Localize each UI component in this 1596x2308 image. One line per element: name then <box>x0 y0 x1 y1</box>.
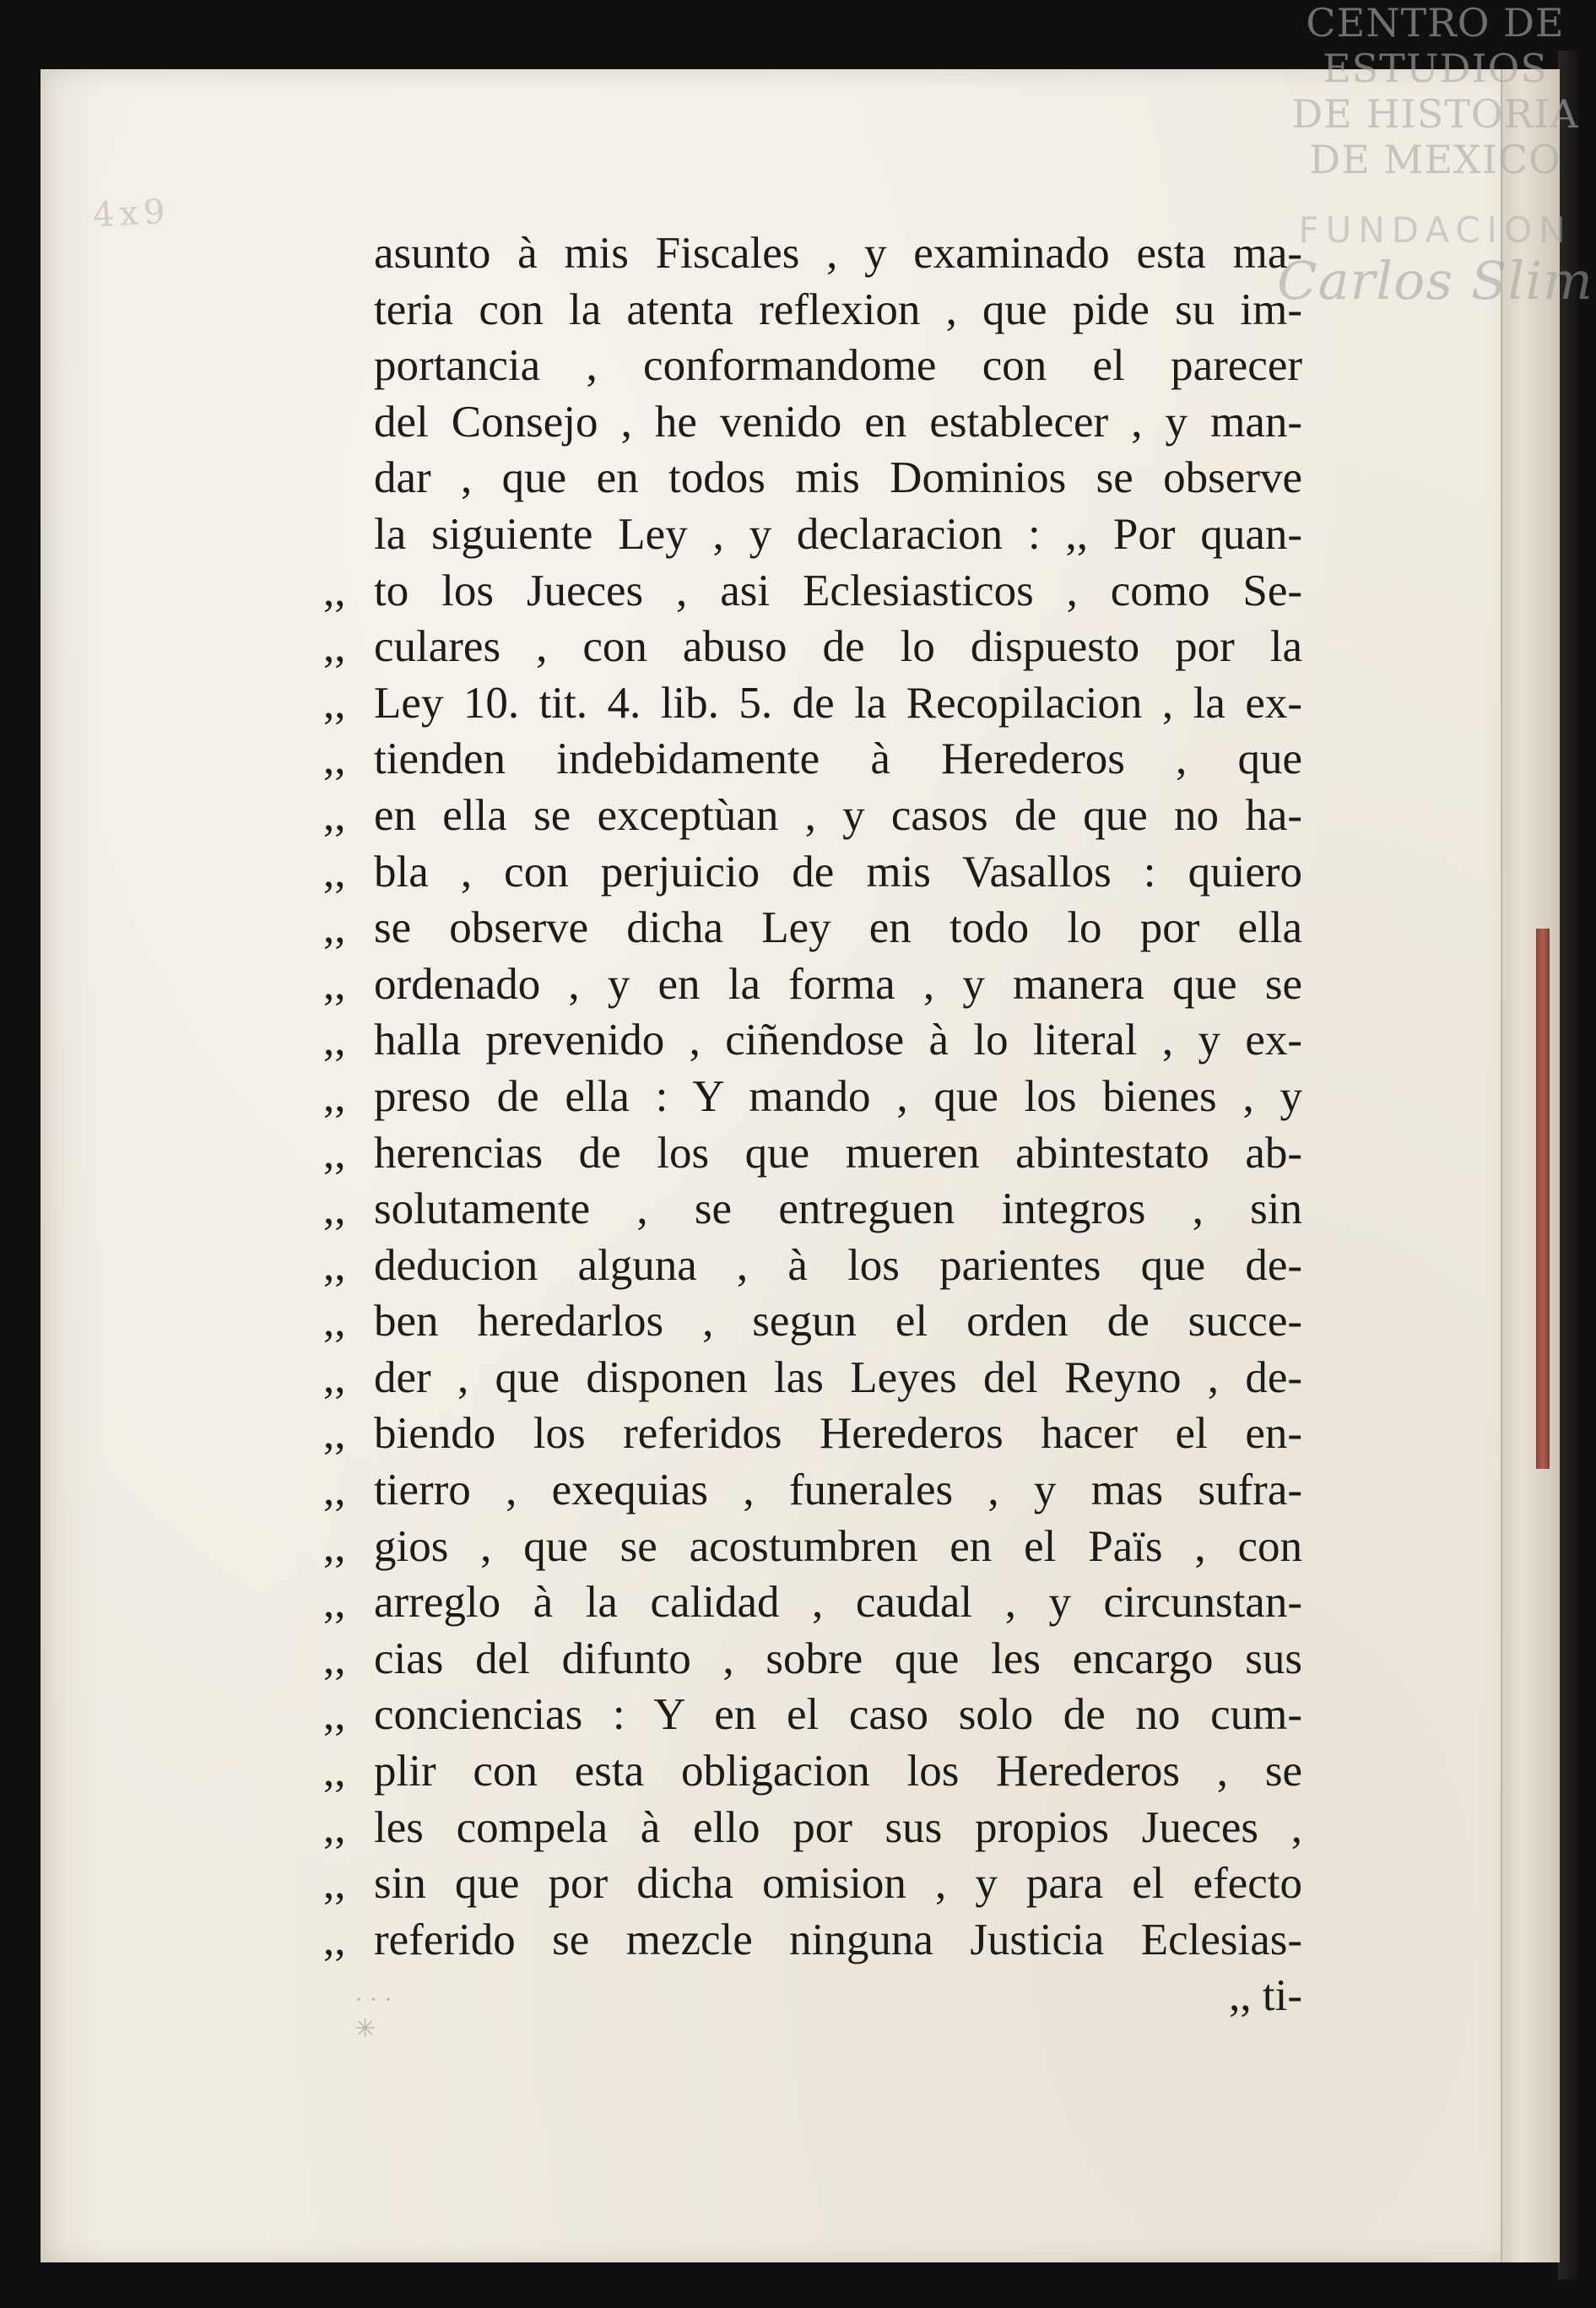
watermark-line-4: DE MEXICO <box>1309 137 1561 182</box>
text-line <box>323 228 1302 284</box>
line-text: asunto à mis Fiscales , y examinado esta ma- <box>374 229 1302 278</box>
quote-mark: ,, <box>323 678 346 728</box>
text-line <box>323 621 1302 678</box>
back-page-edge <box>1558 51 1578 2279</box>
quote-mark: ,, <box>323 1128 346 1178</box>
line-text: ordenado , y en la forma , y manera que se <box>374 959 1302 1009</box>
line-text: to los Jueces , asi Eclesiasticos , como Se- <box>374 566 1302 615</box>
line-text: bla , con perjuicio de mis Vasallos : quiero <box>374 847 1302 897</box>
quote-mark: ,, <box>323 1633 346 1683</box>
text-line <box>323 509 1302 566</box>
line-text: herencias de los que mueren abintestato ab- <box>374 1128 1302 1178</box>
watermark-line-3: DE HISTORIA <box>1291 91 1579 137</box>
watermark-line-2: ESTUDIOS <box>1323 46 1548 91</box>
quote-mark: ,, <box>323 847 346 897</box>
quote-mark: ,, <box>323 622 346 672</box>
text-line <box>323 1689 1302 1746</box>
text-line <box>323 1802 1302 1859</box>
quote-mark: ,, <box>323 1016 346 1065</box>
line-text: gios , que se acostumbren en el Païs , con <box>374 1521 1302 1571</box>
text-line <box>323 959 1302 1016</box>
quote-mark: ,, <box>323 1466 346 1515</box>
quote-mark: ,, <box>323 1409 346 1459</box>
watermark-signature: Carlos Slim <box>1277 250 1593 312</box>
text-line <box>323 790 1302 847</box>
red-binding-tab <box>1536 929 1550 1469</box>
line-text: solutamente , se entreguen integros , sin <box>374 1184 1302 1234</box>
quote-mark: ,, <box>323 1352 346 1402</box>
text-line <box>323 397 1302 453</box>
text-line <box>323 340 1302 397</box>
underlying-page-strip <box>1501 69 1560 2262</box>
text-line <box>323 1184 1302 1240</box>
line-text: sin que por dicha omision , y para el efecto <box>374 1859 1302 1909</box>
text-line <box>323 1465 1302 1521</box>
text-line <box>323 1071 1302 1128</box>
line-text: halla prevenido , ciñendose à lo literal , y ex- <box>374 1016 1302 1065</box>
line-text: tierro , exequias , funerales , y mas sufra- <box>374 1466 1302 1515</box>
text-line <box>323 847 1302 903</box>
body-text <box>323 228 1302 2027</box>
line-text: conciencias : Y en el caso solo de no cum- <box>374 1690 1302 1740</box>
line-text: dar , que en todos mis Dominios se observe <box>374 453 1302 503</box>
faint-mark-left: · · · <box>354 1986 392 2013</box>
line-text: cias del difunto , sobre que les encargo sus <box>374 1633 1302 1683</box>
line-text: del Consejo , he venido en establecer , y man- <box>374 397 1302 447</box>
text-line <box>323 734 1302 790</box>
quote-mark: ,, <box>323 734 346 784</box>
text-line <box>323 1240 1302 1297</box>
line-text: tienden indebidamente à Herederos , que <box>374 734 1302 784</box>
text-line <box>323 1521 1302 1578</box>
quote-mark: ,, <box>323 1802 346 1852</box>
footer-marks <box>354 1986 945 2044</box>
text-line <box>323 1015 1302 1071</box>
line-text: en ella se exceptùan , y casos de que no ha- <box>374 790 1302 840</box>
line-text: la siguiente Ley , y declaracion : ,, Por quan- <box>374 509 1302 559</box>
text-line <box>323 452 1302 509</box>
text-line <box>323 1408 1302 1465</box>
quote-mark: ,, <box>323 566 346 615</box>
text-line <box>323 902 1302 959</box>
watermark-line-1: CENTRO DE <box>1306 0 1565 46</box>
line-text: culares , con abuso de lo dispuesto por la <box>374 622 1302 672</box>
catchword: ,, ti- <box>1229 1971 1302 2021</box>
line-text: Ley 10. tit. 4. lib. 5. de la Recopilacion , la ex- <box>374 678 1302 728</box>
line-text: arreglo à la calidad , caudal , y circunstan- <box>374 1578 1302 1628</box>
line-text: referido se mezcle ninguna Justicia Eclesias- <box>374 1915 1302 1964</box>
quote-mark: ,, <box>323 903 346 953</box>
quote-mark: ,, <box>323 1071 346 1121</box>
text-line <box>323 1858 1302 1915</box>
quote-mark: ,, <box>323 1915 346 1964</box>
quote-mark: ,, <box>323 1240 346 1290</box>
text-line <box>323 1633 1302 1690</box>
quote-mark: ,, <box>323 1690 346 1740</box>
quote-mark: ,, <box>323 1184 346 1234</box>
text-line <box>323 1352 1302 1409</box>
line-text: biendo los referidos Herederos hacer el en- <box>374 1409 1302 1459</box>
line-text: les compela à ello por sus propios Jueces , <box>374 1802 1302 1852</box>
quote-mark: ,, <box>323 790 346 840</box>
text-line <box>323 1577 1302 1633</box>
line-text: ben heredarlos , segun el orden de succe- <box>374 1297 1302 1346</box>
quote-mark: ,, <box>323 1859 346 1909</box>
quote-mark: ,, <box>323 1747 346 1796</box>
quote-mark: ,, <box>323 1521 346 1571</box>
watermark-foundation: FUNDACION <box>1298 209 1572 251</box>
line-text: plir con esta obligacion los Herederos , se <box>374 1747 1302 1796</box>
text-line <box>323 1915 1302 1971</box>
text-line <box>323 284 1302 341</box>
text-line <box>323 1296 1302 1352</box>
quote-mark: ,, <box>323 959 346 1009</box>
text-line <box>323 566 1302 622</box>
text-line <box>323 678 1302 734</box>
line-text: der , que disponen las Leyes del Reyno , de- <box>374 1352 1302 1402</box>
text-line <box>323 1128 1302 1184</box>
faint-mark-center: ✳ <box>354 2015 376 2043</box>
faint-page-number: 4x9 <box>91 192 171 236</box>
line-text: preso de ella : Y mando , que los bienes , y <box>374 1071 1302 1121</box>
line-text: deducion alguna , à los parientes que de- <box>374 1240 1302 1290</box>
line-text: se observe dicha Ley en todo lo por ella <box>374 903 1302 953</box>
line-text: portancia , conformandome con el parecer <box>374 341 1302 391</box>
line-text: teria con la atenta reflexion , que pide su im- <box>374 284 1302 334</box>
quote-mark: ,, <box>323 1578 346 1628</box>
quote-mark: ,, <box>323 1297 346 1346</box>
text-line <box>323 1746 1302 1802</box>
